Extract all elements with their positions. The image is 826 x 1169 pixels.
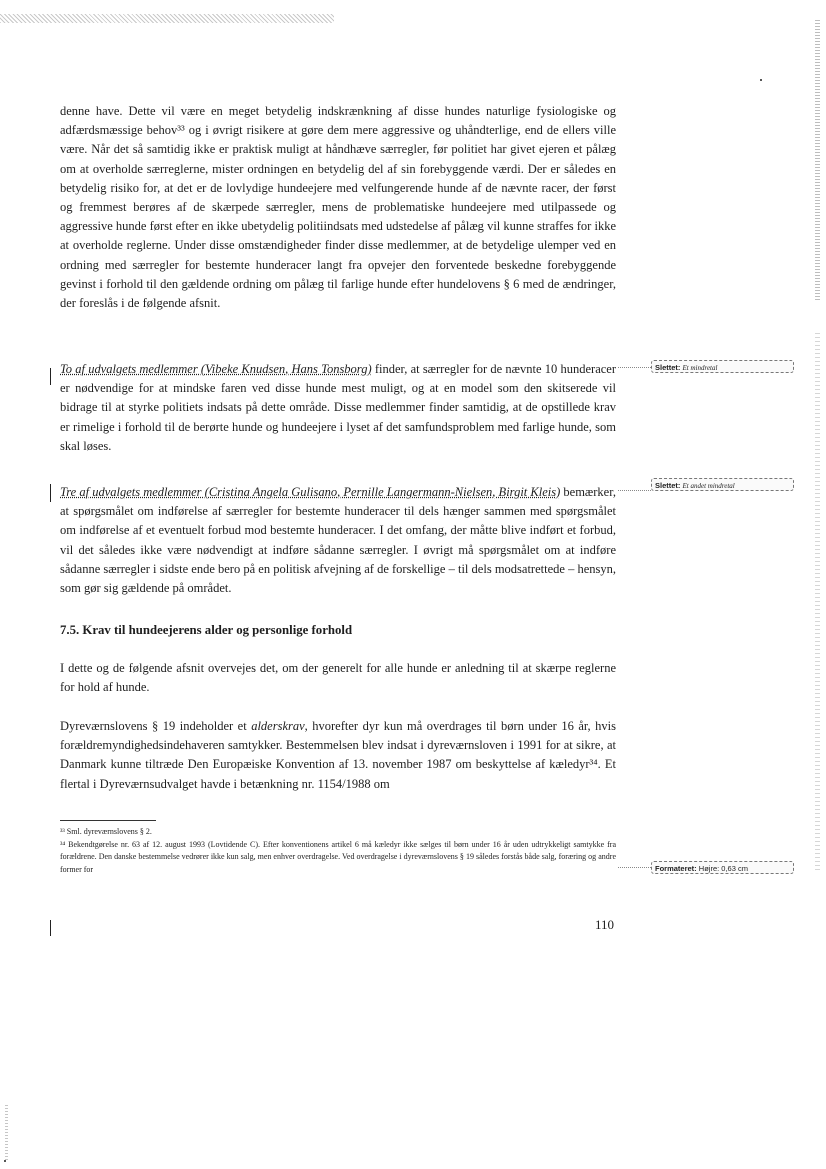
comment-value: Højre: 0,63 cm bbox=[698, 864, 748, 873]
paragraph-5-emphasis: alderskrav bbox=[251, 719, 305, 733]
paragraph-3-text: bemærker, at spørgsmålet om indførelse af særregler for bestemte hunderacer til dels hænger sammen med spørgsmålet om indførelse af et eventuelt forbud mod bestemte hunderacer. I det omfang, der måtte blive indført et forbud, vil det således ikke være nødvendigt at indføre sådanne særregler. I øvrigt må spørgsmålet om at indføre sådanne særregler i sidste ende bero på en politisk afvejning af de forskellige – til dels modsatrettede – hensyn, som gør sig gældende på området. bbox=[60, 485, 617, 596]
footnote-34: ³⁴ Bekendtgørelse nr. 63 af 12. august 1993 (Lovtidende C). Efter konventionens artikel 6 må kæledyr ikke sælges til børn under 16 år uden udtrykkeligt samtykke fra forældrene. Den danske bestemmelse vedrører ikke kun salg, men enhver overdragelse. Ved overdragelse i dyreværnslovens § 19 således forstås både salg, foræring og andre former for bbox=[60, 839, 616, 874]
change-bar bbox=[50, 484, 51, 502]
comment-label: Slettet: bbox=[655, 363, 681, 372]
comment-deleted-1[interactable] bbox=[651, 360, 794, 373]
comment-leader bbox=[618, 867, 651, 868]
body-paragraph-1: denne have. Dette vil være en meget betydelig indskrænkning af disse hundes naturlige fysiologiske og adfærdsmæssige behov³³ og i øvrigt risikere at gøre dem mere aggressive og uhåndterlige, end de ellers ville være. Når det så samtidig ikke er praktisk muligt at håndhæve særregler, før politiet har givet ejeren et pålæg om at overholde særreglerne, mister ordningen en betydelig del af sin forebyggende værdi. Der er således en betydelig risiko for, at det er de lovlydige hundeejere med velfungerende hunde af de nævnte racer, der først og fremmest berøres af de skærpede særregler, mens de problematiske hundeejere med utilpassede og aggressive hunde først efter en ikke ubetydelig politiindsats med udstedelse af pålæg vil kunne straffes for ikke at overholde reglerne. Under disse omstændigheder finder disse medlemmer, at de betydelige ulemper ved en ordning med særregler for bestemte hunderacer langt fra opvejer den forventede beskedne forebyggende gevinst i forhold til den gældende ordning om pålæg til farlige hunde efter hundelovens § 6 med de ændringer, der foreslås i de følgende afsnit. bbox=[60, 104, 616, 311]
footnote-rule bbox=[60, 820, 156, 821]
paragraph-5-text-b: , hvorefter dyr kun må overdrages til børn under 16 år, hvis forældremyndighedsindehaveren samtykker. Bestemmelsen blev indsat i dyreværnsloven i 1991 for at sikre, at Danmark kunne tiltræde Den Europæiske Konvention af 13. november 1987 om beskyttelse af kæledyr³⁴. Et flertal i Dyreværnsudvalget havde i betænkning nr. 1154/1988 om bbox=[60, 719, 616, 791]
scan-artifact-right-edge-lower bbox=[815, 330, 820, 870]
comment-value: Et mindretal bbox=[682, 364, 718, 372]
body-paragraph-4: I dette og de følgende afsnit overvejes det, om der generelt for alle hunde er anledning til at skærpe reglerne for hold af hunde. bbox=[60, 661, 616, 695]
footnote-33: ³³ Sml. dyreværnslovens § 2. bbox=[60, 827, 152, 836]
page-number: 110 bbox=[595, 917, 615, 932]
scan-artifact-right-edge bbox=[815, 20, 820, 300]
scan-artifact-top bbox=[0, 14, 334, 23]
scan-speck bbox=[760, 79, 762, 81]
body-paragraph-3 bbox=[60, 483, 616, 598]
comment-leader bbox=[618, 490, 651, 491]
paragraph-2-text: finder, at særregler for de nævnte 10 hunderacer er nødvendige for at mindske faren ved disse hunde mest muligt, og at en model som den skitserede vil bidrage til at styrke politiets indsats på dette område. Disse medlemmer finder samtidig, at de opstillede krav er rimelige i forhold til de berørte hunde og hundeejere i lyset af det samfundsproblem med farlige hunde, som skal løses. bbox=[60, 362, 616, 453]
scan-speck bbox=[4, 1160, 6, 1162]
paragraph-5-text-a: Dyreværnslovens § 19 indeholder et bbox=[60, 719, 252, 733]
comment-label: Formateret: bbox=[655, 864, 697, 873]
comment-value: Et andet mindretal bbox=[682, 482, 735, 490]
body-paragraph-5 bbox=[60, 717, 616, 794]
footnotes bbox=[60, 826, 616, 876]
comment-deleted-2[interactable] bbox=[651, 478, 794, 491]
body-paragraph-2 bbox=[60, 360, 616, 456]
section-heading: 7.5. Krav til hundeejerens alder og personlige forhold bbox=[60, 623, 353, 637]
change-bar bbox=[50, 368, 51, 385]
scan-artifact-left-edge bbox=[5, 1105, 8, 1160]
comment-formatted[interactable] bbox=[651, 861, 794, 874]
comment-label: Slettet: bbox=[655, 481, 681, 490]
comment-leader bbox=[618, 367, 651, 368]
change-bar bbox=[50, 920, 51, 936]
minority-members-two: To af udvalgets medlemmer (Vibeke Knudsen, Hans Tonsborg) bbox=[60, 362, 372, 376]
minority-members-three: Tre af udvalgets medlemmer (Cristina Angela Gulisano, Pernille Langermann-Nielsen, Birgit Kleis) bbox=[60, 485, 561, 499]
